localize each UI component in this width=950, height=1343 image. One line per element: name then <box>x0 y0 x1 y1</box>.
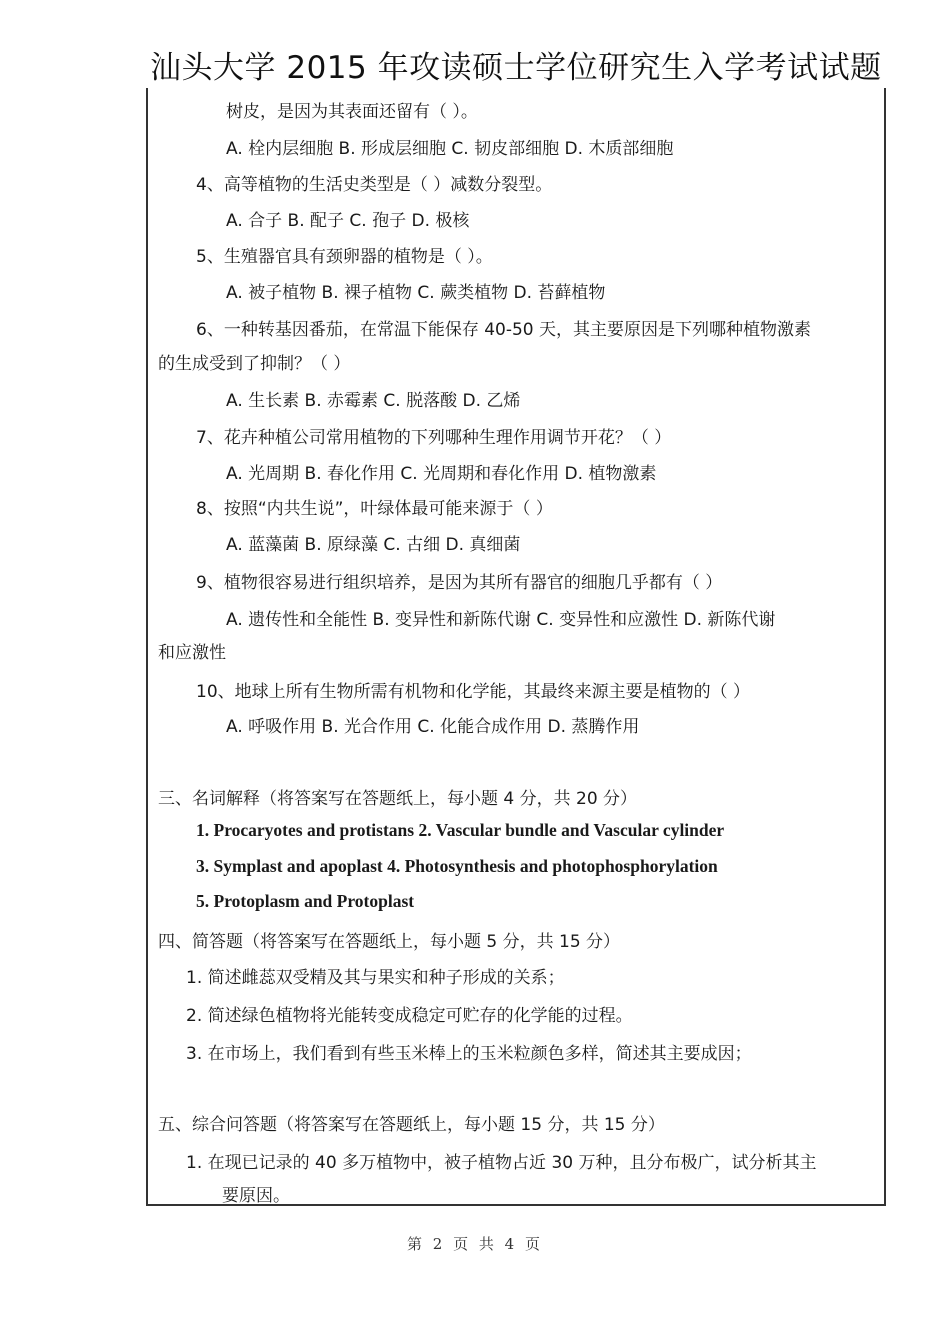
exam-title: 汕头大学 2015 年攻读硕士学位研究生入学考试试题 <box>150 50 882 86</box>
question-5: 5、生殖器官具有颈卵器的植物是（ ）。 <box>196 247 493 267</box>
question-9-options-continuation: 和应激性 <box>158 643 226 663</box>
short-answer-2: 2. 简述绿色植物将光能转变成稳定可贮存的化学能的过程。 <box>186 1006 633 1026</box>
section-3-heading: 三、名词解释（将答案写在答题纸上，每小题 4 分，共 20 分） <box>158 789 638 809</box>
section-4-heading: 四、简答题（将答案写在答题纸上，每小题 5 分，共 15 分） <box>158 932 621 952</box>
question-7-options: A. 光周期 B. 春化作用 C. 光周期和春化作用 D. 植物激素 <box>226 464 657 484</box>
question-8: 8、按照“内共生说”，叶绿体最可能来源于（ ） <box>196 499 553 519</box>
question-10-options: A. 呼吸作用 B. 光合作用 C. 化能合成作用 D. 蒸腾作用 <box>226 717 640 737</box>
essay-question-1-continuation: 要原因。 <box>222 1186 290 1206</box>
term-1-2: 1. Procaryotes and protistans 2. Vascular bundle and Vascular cylinder <box>196 820 725 840</box>
question-4-options: A. 合子 B. 配子 C. 孢子 D. 极核 <box>226 211 470 231</box>
page-number: 第 2 页 共 4 页 <box>407 1235 543 1253</box>
question-10: 10、地球上所有生物所需有机物和化学能，其最终来源主要是植物的（ ） <box>196 682 751 702</box>
short-answer-1: 1. 简述雌蕊双受精及其与果实和种子形成的关系； <box>186 968 565 988</box>
essay-question-1: 1. 在现已记录的 40 多万植物中，被子植物占近 30 万种，且分布极广，试分析其主 <box>186 1153 817 1173</box>
question-4: 4、高等植物的生活史类型是（ ）减数分裂型。 <box>196 175 553 195</box>
question-3-options: A. 栓内层细胞 B. 形成层细胞 C. 韧皮部细胞 D. 木质部细胞 <box>226 139 674 159</box>
question-9: 9、植物很容易进行组织培养，是因为其所有器官的细胞几乎都有（ ） <box>196 573 723 593</box>
question-5-options: A. 被子植物 B. 裸子植物 C. 蕨类植物 D. 苔藓植物 <box>226 283 606 303</box>
question-8-options: A. 蓝藻菌 B. 原绿藻 C. 古细 D. 真细菌 <box>226 535 521 555</box>
term-3-4: 3. Symplast and apoplast 4. Photosynthesis and photophosphorylation <box>196 856 718 876</box>
question-9-options: A. 遗传性和全能性 B. 变异性和新陈代谢 C. 变异性和应激性 D. 新陈代谢 <box>226 610 776 630</box>
question-7: 7、花卉种植公司常用植物的下列哪种生理作用调节开花？（ ） <box>196 428 672 448</box>
question-6-continuation: 的生成受到了抑制？（ ） <box>158 354 351 374</box>
question-6: 6、一种转基因番茄，在常温下能保存 40-50 天，其主要原因是下列哪种植物激素 <box>196 320 812 340</box>
question-3-continuation: 树皮，是因为其表面还留有（ ）。 <box>226 102 478 122</box>
term-5: 5. Protoplasm and Protoplast <box>196 891 415 911</box>
question-6-options: A. 生长素 B. 赤霉素 C. 脱落酸 D. 乙烯 <box>226 391 521 411</box>
section-5-heading: 五、综合问答题（将答案写在答题纸上，每小题 15 分，共 15 分） <box>158 1115 665 1135</box>
short-answer-3: 3. 在市场上，我们看到有些玉米棒上的玉米粒颜色多样，简述其主要成因； <box>186 1044 752 1064</box>
